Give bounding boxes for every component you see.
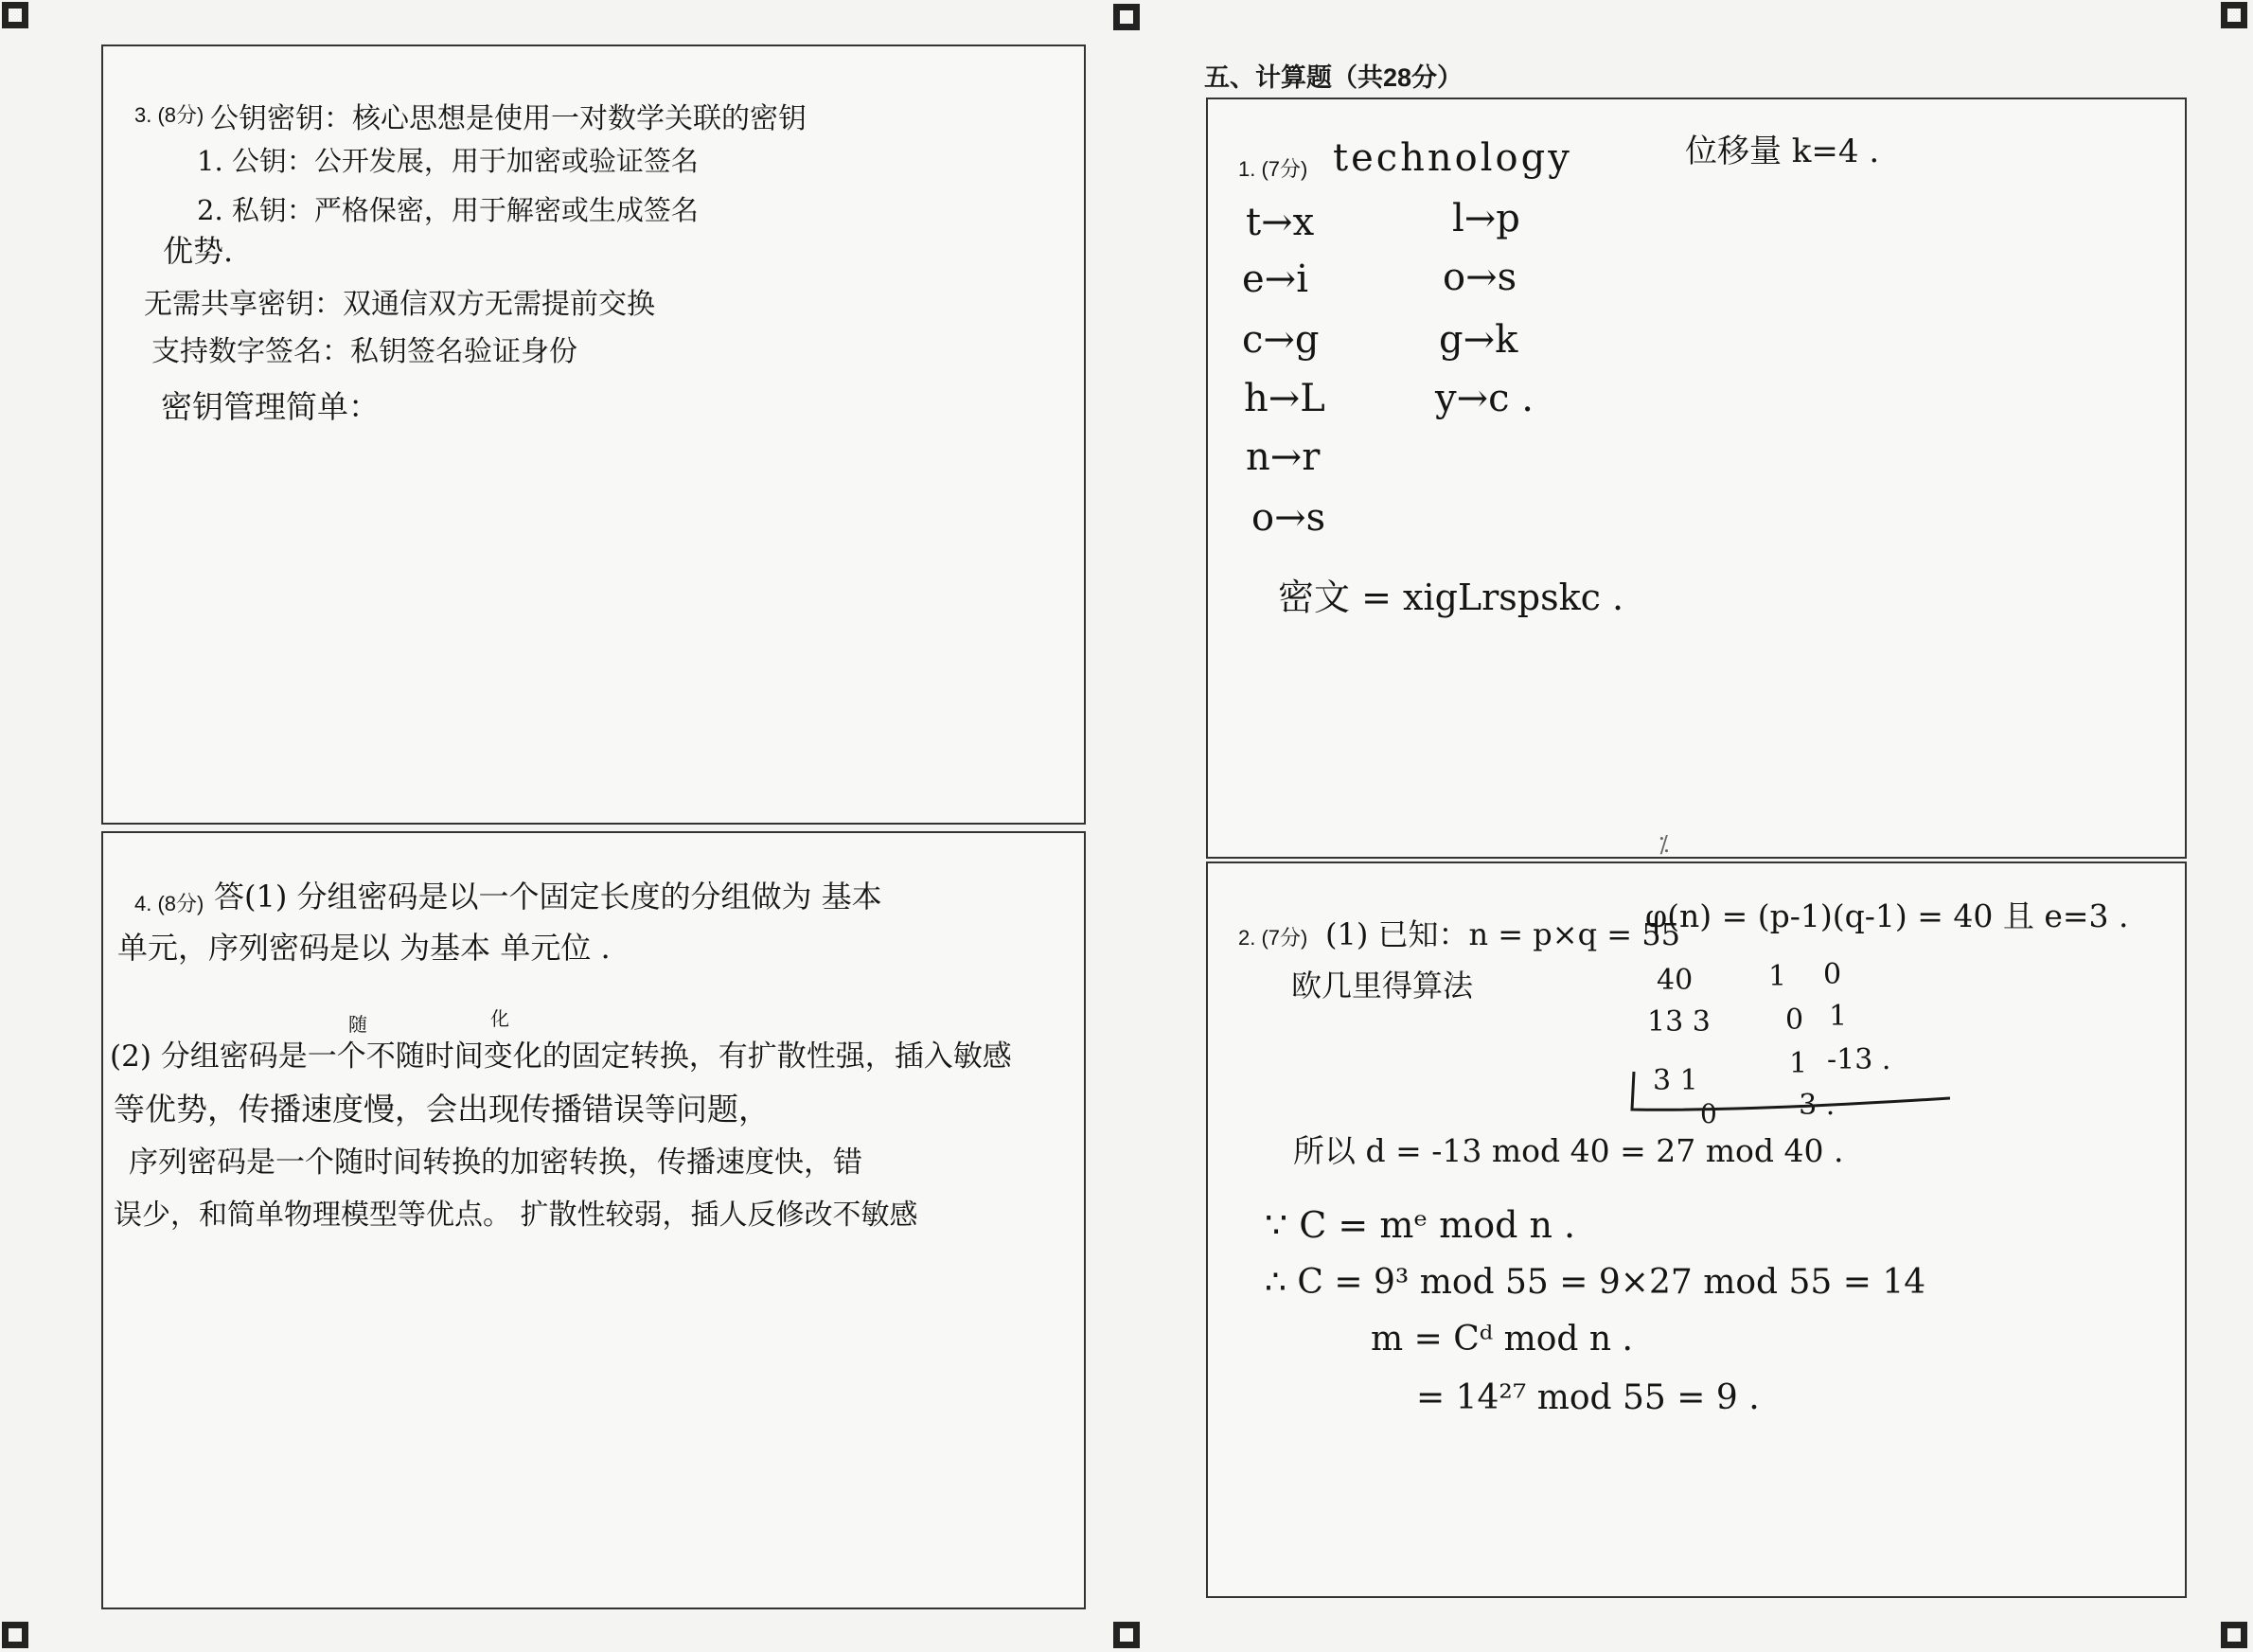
registration-mark-bottom-center <box>1113 1622 1140 1648</box>
page-fold-mark: ⁒ <box>1659 831 1669 858</box>
calc2-d: 所以 d = -13 mod 40 = 27 mod 40 . <box>1293 1132 1844 1169</box>
calc2-dec-value: = 14²⁷ mod 55 = 9 . <box>1416 1378 1760 1417</box>
q3-line-3: 2. 私钥：严格保密，用于解密或生成签名 <box>197 194 699 226</box>
calc2-enc-value: ∴ C = 9³ mod 55 = 9×27 mod 55 = 14 <box>1265 1263 1926 1302</box>
euclid-cell: 1 <box>1789 1047 1808 1080</box>
euclid-cell: 40 <box>1657 964 1694 997</box>
registration-mark-bottom-left <box>2 1622 28 1648</box>
euclid-cell: -3 . <box>1789 1089 1836 1122</box>
map-left-item: h→L <box>1244 377 1325 420</box>
euclid-cell: 13 3 <box>1647 1005 1711 1039</box>
q4-line-3: (2) 分组密码是一个不随时间变化的固定转换，有扩散性强，插入敏感 <box>110 1039 1012 1074</box>
registration-mark-bottom-right <box>2221 1622 2247 1648</box>
calc1-word: technology <box>1333 136 1572 180</box>
q3-line-1: 公钥密钥：核心思想是使用一对数学关联的密钥 <box>210 102 807 135</box>
calc2-dec-formula: m = Cᵈ mod n . <box>1371 1320 1633 1359</box>
registration-mark-top-center <box>1113 4 1140 30</box>
q3-line-2: 1. 公钥：公开发展，用于加密或验证签名 <box>197 145 699 177</box>
map-left-item: n→r <box>1246 435 1321 479</box>
q3-line-7: 密钥管理简单： <box>161 388 380 425</box>
calc2-enc-formula: ∵ C = mᵉ mod n . <box>1265 1204 1576 1246</box>
map-right-item: o→s <box>1443 256 1517 299</box>
map-left-item: t→x <box>1246 201 1315 244</box>
euclid-cell: 1 <box>1768 960 1787 993</box>
q4-line-5: 序列密码是一个随时间转换的加密转换，传播速度快，错 <box>129 1146 862 1180</box>
calc2-phi: φ(n) = (p-1)(q-1) = 40 且 e=3 . <box>1645 897 2129 934</box>
euclid-divider <box>1628 1070 1950 1127</box>
calc2-number: 2. (7分) <box>1238 926 1308 950</box>
registration-mark-top-right <box>2221 2 2247 28</box>
q4-number: 4. (8分) <box>134 892 204 915</box>
answer-box-calc1 <box>1206 98 2187 859</box>
euclid-cell: 0 <box>1785 1004 1804 1037</box>
calc2-algorithm: 欧几里得算法 <box>1291 968 1474 1004</box>
euclid-cell: 0 <box>1823 958 1842 991</box>
calc1-number: 1. (7分) <box>1238 157 1308 181</box>
q4-line-2: 单元，序列密码是以 为基本 单元位 . <box>117 930 611 966</box>
q4-line-1: 答(1) 分组密码是以一个固定长度的分组做为 基本 <box>214 879 882 915</box>
map-right-item: y→c . <box>1435 377 1534 420</box>
q4-line-4: 等优势，传播速度慢，会出现传播错误等问题， <box>114 1091 770 1128</box>
q3-line-6: 支持数字签名：私钥签名验证身份 <box>151 335 577 368</box>
calc1-cipher: 密文 = xigLrspskc . <box>1278 577 1624 618</box>
q4-insert-1: 随 <box>348 1013 367 1036</box>
euclid-cell: 3 1 <box>1653 1064 1698 1097</box>
section-title: 五、计算题（共28分） <box>1204 63 1464 92</box>
registration-mark-top-left <box>2 2 28 28</box>
calc1-shift: 位移量 k=4 . <box>1685 133 1880 170</box>
euclid-cell: 1 <box>1829 1000 1848 1033</box>
map-left-item: o→s <box>1251 496 1326 540</box>
euclid-cell: -13 . <box>1827 1043 1891 1076</box>
map-left-item: e→i <box>1242 258 1308 301</box>
map-right-item: l→p <box>1452 197 1520 240</box>
q4-line-6: 误少，和简单物理模型等优点。 扩散性较弱，插人反修改不敏感 <box>114 1199 918 1232</box>
euclid-cell: 0 <box>1700 1098 1717 1129</box>
q3-line-4: 优势. <box>163 233 234 269</box>
map-left-item: c→g <box>1242 318 1320 362</box>
q3-number: 3. (8分) <box>134 103 204 127</box>
calc2-given: (1) 已知：n = p×q = 55 <box>1325 916 1680 952</box>
q3-line-5: 无需共享密钥：双通信双方无需提前交换 <box>144 288 655 321</box>
q4-insert-2: 化 <box>490 1007 509 1030</box>
map-right-item: g→k <box>1439 318 1518 362</box>
